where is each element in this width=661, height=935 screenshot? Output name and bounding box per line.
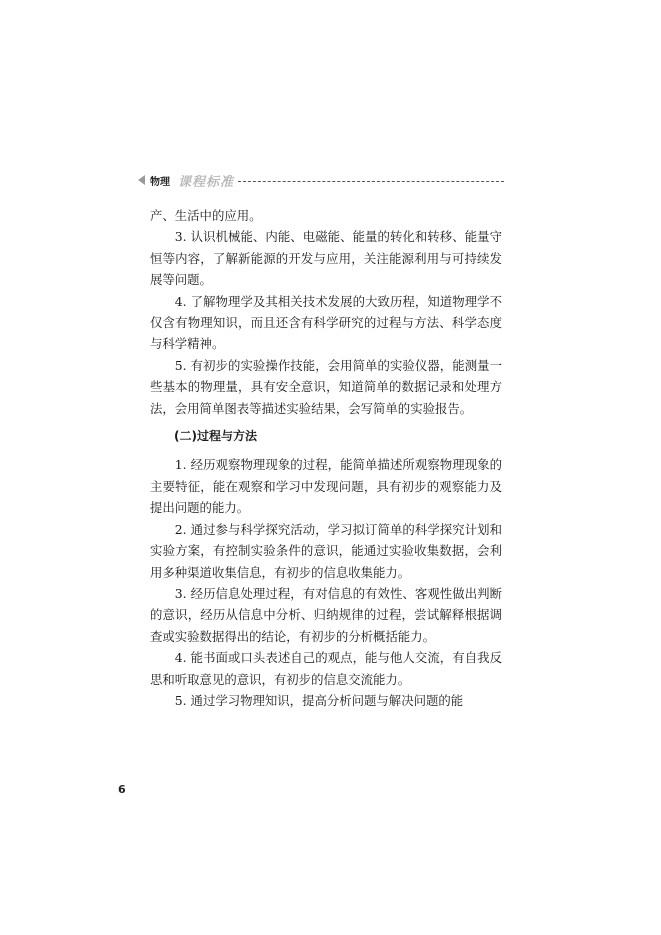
paragraph-continuation: 产、生活中的应用。 — [150, 208, 262, 223]
header-title: 课程标准 — [178, 174, 235, 190]
header-subject: 物理 — [150, 176, 170, 188]
triangle-left-icon — [138, 175, 145, 185]
page-number: 6 — [118, 783, 126, 796]
running-header — [138, 171, 504, 189]
section-heading: (二)过程与方法 — [174, 429, 257, 444]
paragraph-item-4-history: 4. 了解物理学及其相关技术发展的大致历程，知道物理学不仅含有物理知识，而且还含有科学研究的过程与方法、科学态度与科学精神。 — [150, 293, 502, 352]
body-text — [150, 205, 502, 711]
paragraph-item-3-energy: 3. 认识机械能、内能、电磁能、能量的转化和转移、能量守恒等内容，了解新能源的开发与应用，关注能源利用与可持续发展等问题。 — [150, 229, 502, 288]
paragraph-process-1: 1. 经历观察物理现象的过程，能简单描述所观察物理现象的主要特征，能在观察和学习中发现问题，具有初步的观察能力及提出问题的能力。 — [150, 457, 502, 516]
paragraph-process-2: 2. 通过参与科学探究活动，学习拟订简单的科学探究计划和实验方案，有控制实验条件的意识，能通过实验收集数据，会利用多种渠道收集信息，有初步的信息收集能力。 — [150, 521, 502, 580]
header-dashed-rule — [238, 181, 504, 182]
paragraph-process-5: 5. 通过学习物理知识，提高分析问题与解决问题的能 — [174, 692, 464, 708]
paragraph-item-5-experiment: 5. 有初步的实验操作技能，会用简单的实验仪器，能测量一些基本的物理量，具有安全意识，知道简单的数据记录和处理方法，会用简单图表等描述实验结果，会写简单的实验报告。 — [150, 357, 502, 416]
paragraph-process-4: 4. 能书面或口头表述自己的观点，能与他人交流，有自我反思和听取意见的意识，有初步的信息交流能力。 — [150, 650, 502, 687]
paragraph-process-3: 3. 经历信息处理过程，有对信息的有效性、客观性做出判断的意识，经历从信息中分析、归纳规律的过程，尝试解释根据调查或实验数据得出的结论，有初步的分析概括能力。 — [150, 585, 502, 644]
